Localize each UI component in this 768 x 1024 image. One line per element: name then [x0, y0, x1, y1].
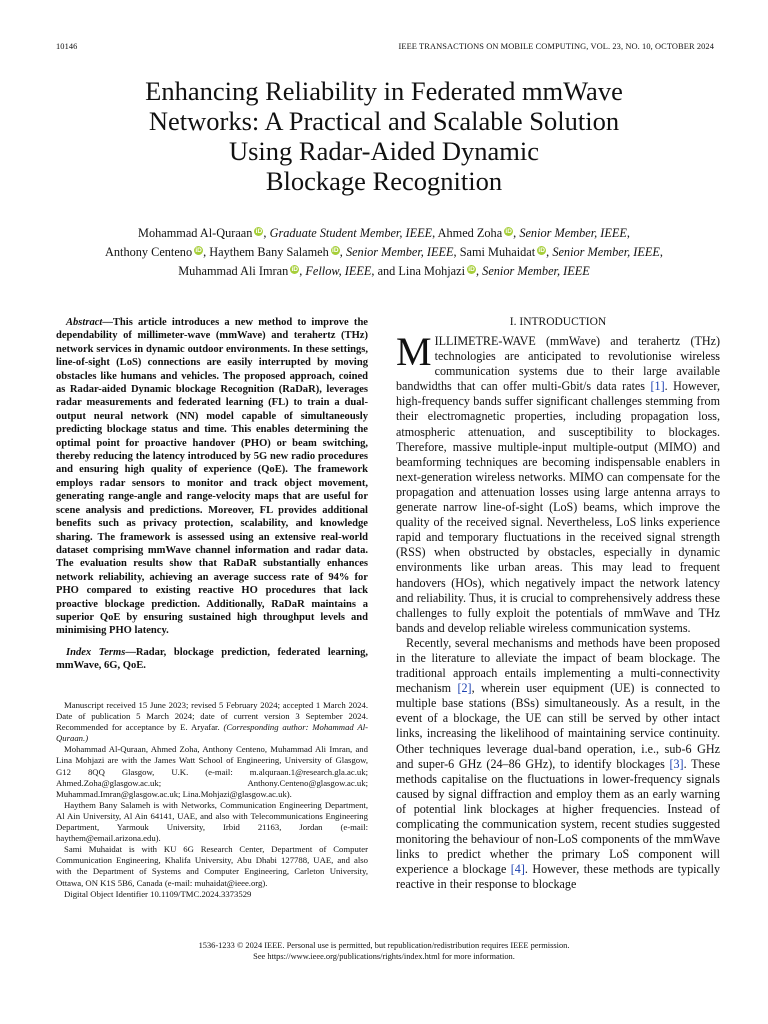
author-role: Senior Member, IEEE	[345, 245, 454, 259]
paragraph-text: . However, high-frequency bands suffer significant challenges stemming from their electromagnetic properties, including propagation loss, atmospheric attenuation, and susceptibility to blockages. Therefore, massive multiple-input multiple-output (MIMO) and beamforming techniques are becoming indispensable enablers in next-generation wireless networks. MIMO can compensate for the propagation and attenuation losses using large antenna arrays to generate narrow line-of-sight (LoS) beams, which improve the quality of the received signal. Nevertheless, LoS links experience rapid and temporary fluctuations in the received signal strength (RSS) when obstructed by obstacles, especially in dynamic environments like urban areas. This may lead to frequent handovers (HOs), which negatively impact the network latency and reliability. Thus, it is crucial to comprehensively address these challenges to fully exploit the potentials of mmWave and THz bands and develop reliable wireless communication systems.	[396, 379, 720, 635]
author-name: Anthony Centeno	[105, 245, 193, 259]
title-line-1: Enhancing Reliability in Federated mmWave	[145, 76, 623, 106]
journal-name: IEEE TRANSACTIONS ON MOBILE COMPUTING, VOL. 23, NO. 10, OCTOBER 2024	[398, 42, 714, 51]
footnote-affiliation-1: Mohammad Al-Quraan, Ahmed Zoha, Anthony Centeno, Muhammad Ali Imran, and Lina Mohjazi are with the James Watt School of Engineering, University of Glasgow, G12 8QQ Glasgow, U.K. (e-mail: m.alquraan.1@research.gla.ac.uk; Ahmed.Zoha@glasgow.ac.uk; Anthony.Centeno@glasgow.ac.uk; Muhammad.Imran@glasgow.ac.uk; Lina.Mohjazi@glasgow.ac.uk).	[56, 744, 368, 799]
conjunction: and	[377, 264, 396, 278]
author-line-1: Mohammad Al-Quraan iD, Graduate Student Member, IEEE, Ahmed Zoha iD, Senior Member, IEEE,	[138, 226, 630, 240]
abstract: Abstract—This article introduces a new method to improve the dependability of millimeter-wave (mmWave) and terahertz (THz) network services in dynamic outdoor environments. In these settings, line-of-sight (LoS) connections are easily interrupted by moving obstacles like humans and vehicles. The proposed approach, coined as Radar-aided Dynamic blockage Recognition (RaDaR), leverages radar measurements and federated learning (FL) to train a dual-output neural network (NN) model capable of simultaneously predicting blockage status and time. This enables determining the optimal point for proactive handover (PHO) or beam switching, thereby reducing the latency introduced by 5G new radio procedures and ensuring high quality of experience (QoE). The framework employs radar sensors to monitor and track object movement, generating range-angle and range-velocity maps that are useful for scene analysis and predictions. Moreover, FL provides additional benefits such as privacy protection, scalability, and knowledge sharing. The framework is assessed using an extensive real-world dataset comprising mmWave channel information and radar data. The evaluation results show that RaDaR substantially enhances network reliability, achieving an average success rate of 94% for PHO compared to existing reactive HO procedures that lack proactive blockage prediction. Additionally, RaDaR maintains a superior QoE by ensuring sustained high throughput levels and minimising PHO latency.	[56, 317, 368, 637]
title-line-2: Networks: A Practical and Scalable Solution	[148, 106, 620, 136]
citation-link[interactable]: [3]	[669, 756, 684, 771]
section-heading	[396, 316, 720, 328]
orcid-icon[interactable]: iD	[332, 247, 339, 254]
footnote-manuscript	[56, 700, 368, 744]
author-name: Mohammad Al-Quraan	[138, 226, 253, 240]
orcid-icon[interactable]: iD	[468, 266, 475, 273]
index-terms-label: Index Terms	[66, 646, 126, 658]
title-line-4: Blockage Recognition	[265, 166, 503, 196]
paragraph-text: ILLIMETRE-WAVE (mmWave) and terahertz (THz) technologies are anticipated to revolutionise wireless communication systems due to their large available bandwidths that can offer multi-Gbit/s data rates	[396, 334, 720, 394]
index-terms-text: Radar, blockage prediction, federated learning, mmWave, 6G, QoE.	[56, 646, 368, 672]
intro-paragraph-2	[396, 636, 720, 893]
author-name: Sami Muhaidat	[459, 245, 536, 259]
drop-cap: M	[396, 329, 432, 374]
paper-title	[60, 76, 708, 196]
footnote-doi: Digital Object Identifier 10.1109/TMC.2024.3373529	[64, 888, 252, 899]
citation-link[interactable]: [1]	[650, 379, 665, 394]
left-column	[56, 316, 368, 673]
author-role: Senior Member, IEEE	[482, 264, 590, 278]
author-name: Muhammad Ali Imran	[178, 264, 289, 278]
footnote-affiliation-3: Sami Muhaidat is with KU 6G Research Center, Department of Computer Communication Engineering, Khalifa University, Abu Dhabi 127788, UAE, and also with the Department of Systems and Computer Engineering, Carleton University, Ottawa, ON K1S 5B6, Canada (e-mail: muhaidat@ieee.org).	[56, 844, 368, 888]
copyright-line: 1536-1233 © 2024 IEEE. Personal use is permitted, but republication/redistribution requires IEEE permission.	[198, 941, 570, 950]
paragraph-text: , wherein user equipment (UE) is connected to multiple base stations (BSs) simultaneously. As a result, in the event of a blockage, the UE can still be served by other intact links, increasing the likelihood of maintaining service continuity. Other techniques leverage dual-band operation, i.e., sub-6 GHz and super-6 GHz (24–86 GHz), to identify blockages	[396, 681, 720, 771]
orcid-icon[interactable]: iD	[505, 228, 512, 235]
author-line-3: Muhammad Ali Imran iD, Fellow, IEEE, and Lina Mohjazi iD, Senior Member, IEEE	[178, 264, 590, 278]
orcid-icon[interactable]: iD	[291, 266, 298, 273]
author-line-2: Anthony Centeno iD, Haythem Bany Salameh iD, Senior Member, IEEE, Sami Muhaidat iD, Senior Member, IEEE,	[105, 245, 663, 259]
running-header	[56, 42, 714, 51]
author-role: Senior Member, IEEE	[552, 245, 660, 259]
orcid-icon[interactable]: iD	[538, 247, 545, 254]
paragraph-text: . These methods capitalise on the fluctuations in lower-frequency signals caused by signal diffraction and employ them as an early warning of potential link blockages at higher frequencies. Instead of complicating the communication system, recent studies suggested monitoring the behaviour of non-LoS components of the mmWave links to predict whether the primary LoS component will experience a blockage	[396, 756, 720, 877]
paragraph-text: Recently, several mechanisms and methods have been proposed in the literature to alleviate the impact of beam blockage. The traditional approach entails implementing a multi-connectivity mechanism	[396, 635, 720, 696]
right-column	[396, 316, 720, 892]
orcid-icon[interactable]: iD	[255, 228, 263, 235]
citation-link[interactable]: [4]	[510, 862, 525, 877]
abstract-text: This article introduces a new method to improve the dependability of millimeter-wave (mmWave) and terahertz (THz) network services in dynamic outdoor environments. In these settings, line-of-sight (LoS) connections are easily interrupted by moving obstacles like humans and vehicles. The proposed approach, coined as Radar-aided Dynamic blockage Recognition (RaDaR), leverages radar measurements and federated learning (FL) to train a dual-output neural network (NN) model capable of simultaneously predicting blockage status and time. This enables determining the optimal point for proactive handover (PHO) or beam switching, thereby reducing the latency introduced by 5G new radio procedures and ensuring high quality of experience (QoE). The framework employs radar sensors to monitor and track object movement, generating range-angle and range-velocity maps that are useful for scene analysis and predictions. Moreover, FL provides additional benefits such as privacy protection, scalability, and knowledge sharing. The framework is assessed using an extensive real-world dataset comprising mmWave channel information and radar data. The evaluation results show that RaDaR substantially enhances network reliability, achieving an average success rate of 94% for PHO compared to existing reactive HO procedures that lack proactive blockage prediction. Additionally, RaDaR maintains a superior QoE by ensuring sustained high throughput levels and minimising PHO latency.	[56, 317, 368, 637]
footnote-affiliation-2: Haythem Bany Salameh is with Networks, Communication Engineering Department, Al Ain University, Al Ain 64141, UAE, and also with Telecommunications Engineering Department, Yarmouk University, Irbid 21163, Jordan (e-mail: haythem@email.arizona.edu).	[56, 799, 368, 844]
footnotes	[56, 700, 368, 900]
abstract-label: Abstract	[66, 317, 103, 328]
author-role: Fellow, IEEE	[305, 264, 372, 278]
section-title-rest: NTRODUCTION	[523, 316, 607, 328]
author-role: Graduate Student Member, IEEE	[269, 226, 433, 240]
section-title-initial: I	[519, 316, 524, 328]
author-name: Ahmed Zoha	[437, 226, 503, 240]
title-line-3: Using Radar-Aided Dynamic	[228, 136, 540, 166]
corresponding-author: (Corresponding author: Mohammad Al-Quraan.)	[56, 722, 368, 744]
index-terms: Index Terms—Radar, blockage prediction, federated learning, mmWave, 6G, QoE.	[56, 646, 368, 672]
author-list	[40, 224, 728, 281]
copyright-footer	[40, 940, 728, 962]
orcid-icon[interactable]: iD	[195, 247, 202, 254]
paragraph-text: . However, these methods are typically reactive in their response to blockage	[396, 862, 720, 892]
rights-link[interactable]: See https://www.ieee.org/publications/rights/index.html for more information.	[253, 952, 515, 961]
author-role: Senior Member, IEEE	[519, 226, 627, 240]
author-name: Lina Mohjazi	[398, 264, 466, 278]
footnote-text: Manuscript received 15 June 2023; revised 5 February 2024; accepted 1 March 2024. Date of publication 5 March 2024; date of current version 3 September 2024. Recommended for acceptance by E. Aryafar.	[56, 700, 368, 733]
intro-paragraph-1	[396, 329, 720, 636]
citation-link[interactable]: [2]	[457, 681, 472, 696]
page-number: 10146	[56, 42, 78, 51]
author-name: Haythem Bany Salameh	[209, 245, 329, 259]
section-number: I.	[509, 316, 517, 328]
